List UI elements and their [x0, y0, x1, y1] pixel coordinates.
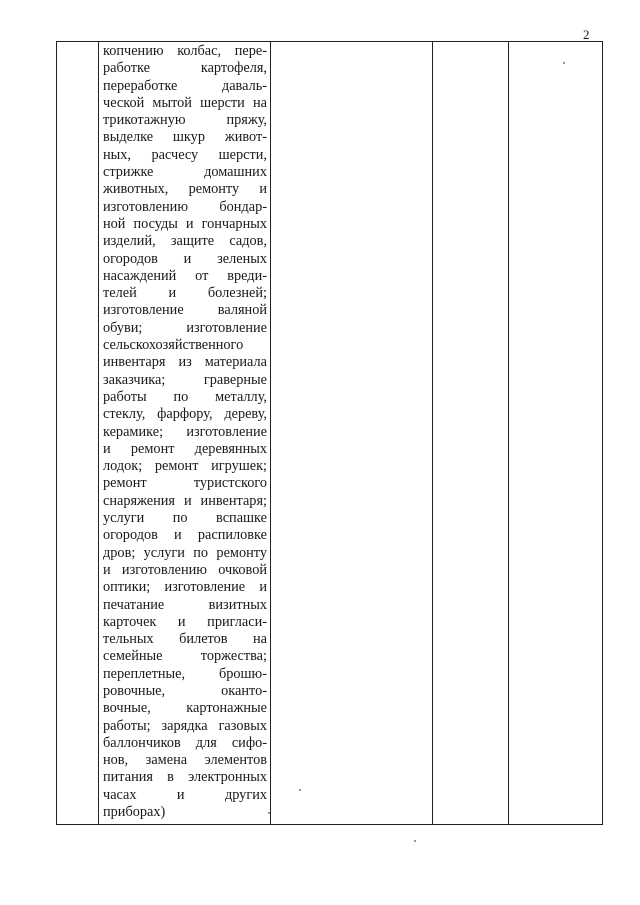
description-line: инвентаря из материала: [103, 354, 267, 371]
description-line: заказчика; граверные: [103, 371, 267, 388]
cell-column-5: [509, 42, 603, 825]
description-line: вочные, картонажные: [103, 700, 267, 717]
description-line: огородов и распиловке: [103, 527, 267, 544]
description-line: ровочные, оканто-: [103, 682, 267, 699]
description-line: работы по металлу,: [103, 388, 267, 405]
description-line: семейные торжества;: [103, 648, 267, 665]
description-line: приборах): [103, 804, 166, 821]
description-line: переработке даваль-: [103, 77, 267, 94]
description-line: ной посуды и гончарных: [103, 215, 267, 232]
document-table: [56, 41, 603, 825]
description-line: сельскохозяйственного: [103, 337, 244, 354]
description-line: насаждений от вреди-: [103, 267, 267, 284]
scan-speck: [268, 812, 270, 814]
description-line: выделке шкур живот-: [103, 129, 267, 146]
description-line: печатание визитных: [103, 596, 267, 613]
description-line: изготовлению бондар-: [103, 198, 267, 215]
description-line: дров; услуги по ремонту: [103, 544, 267, 561]
description-line: телей и болезней;: [103, 285, 267, 302]
description-line: изготовление валяной: [103, 302, 267, 319]
description-line: переплетные, брошю-: [103, 665, 267, 682]
description-line: работке картофеля,: [103, 60, 267, 77]
description-line: изделий, защите садов,: [103, 233, 267, 250]
description-line: ческой мытой шерсти на: [103, 94, 267, 111]
page-number: 2: [583, 27, 590, 42]
description-line: карточек и пригласи-: [103, 613, 267, 630]
description-line: огородов и зеленых: [103, 250, 267, 267]
description-line: питания в электронных: [103, 769, 267, 786]
description-line: керамике; изготовление: [103, 423, 267, 440]
description-line: стрижке домашних: [103, 164, 267, 181]
services-description-text: [99, 42, 270, 821]
description-line: лодок; ремонт игрушек;: [103, 458, 267, 475]
description-line: ремонт туристского: [103, 475, 267, 492]
description-line: и ремонт деревянных: [103, 440, 267, 457]
description-line: ных, расчесу шерсти,: [103, 146, 267, 163]
description-line: обуви; изготовление: [103, 319, 267, 336]
description-line: трикотажную пряжу,: [103, 112, 267, 129]
description-line: и изготовлению очковой: [103, 561, 267, 578]
cell-column-4: [433, 42, 509, 825]
description-line: снаряжения и инвентаря;: [103, 492, 267, 509]
description-line: оптики; изготовление и: [103, 579, 267, 596]
cell-index: [57, 42, 99, 825]
description-line: стеклу, фарфору, дереву,: [103, 406, 267, 423]
description-line: тельных билетов на: [103, 631, 267, 648]
scan-speck: [563, 62, 565, 64]
scan-speck: [299, 789, 301, 791]
description-line: часах и других: [103, 786, 267, 803]
description-line: нов, замена элементов: [103, 752, 267, 769]
scan-speck: [414, 840, 416, 842]
description-line: услуги по вспашке: [103, 510, 267, 527]
cell-column-3: [271, 42, 433, 825]
description-line: баллончиков для сифо-: [103, 734, 267, 751]
description-line: работы; зарядка газовых: [103, 717, 267, 734]
table-row: [57, 42, 603, 825]
cell-services-description: [99, 42, 271, 825]
description-line: копчению колбас, пере-: [103, 43, 267, 59]
description-line: животных, ремонту и: [103, 181, 267, 198]
